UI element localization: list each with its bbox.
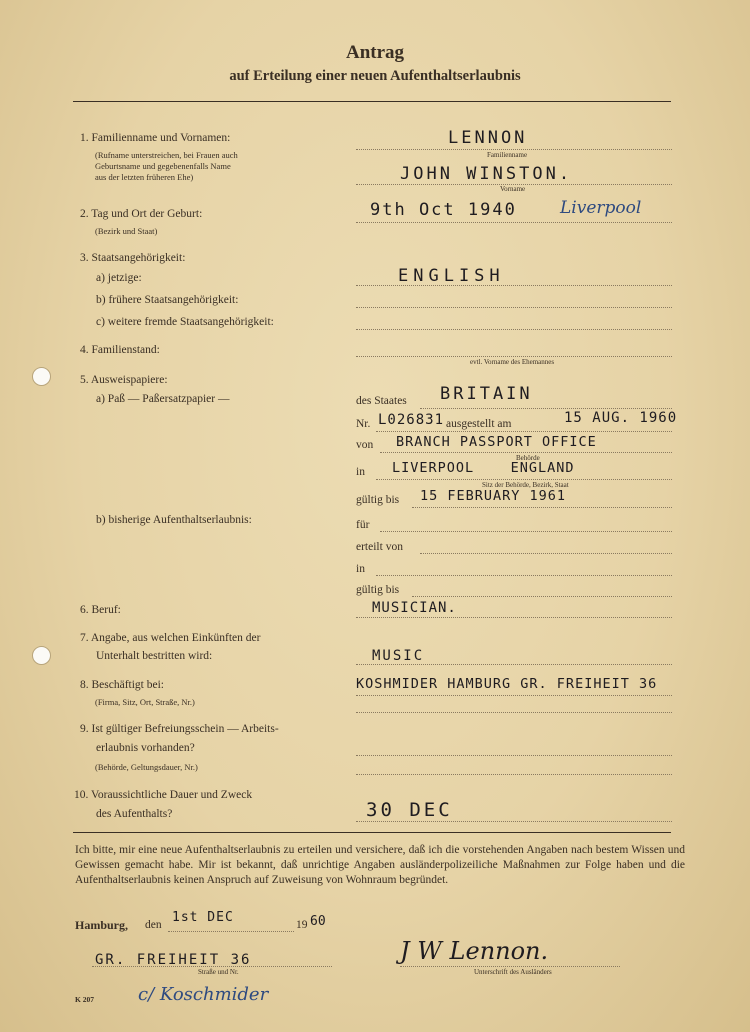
duration-line xyxy=(356,821,672,822)
employer-line xyxy=(356,695,672,696)
permit-location-label: in xyxy=(356,563,365,575)
field-9-label: erlaubnis vorhanden? xyxy=(96,742,195,754)
former-nationality-line xyxy=(356,307,672,308)
permit-for-line xyxy=(380,531,672,532)
year-value: 60 xyxy=(310,914,326,929)
date-label: den xyxy=(145,919,162,931)
employer-line xyxy=(356,712,672,713)
field-3c-label: c) weitere fremde Staatsangehörigkeit: xyxy=(96,316,274,328)
field-3a-label: a) jetzige: xyxy=(96,272,142,284)
form-title: Antrag xyxy=(345,42,405,63)
signature-caption: Unterschrift des Ausländers xyxy=(474,968,552,976)
birth-line xyxy=(356,222,672,223)
staates-line xyxy=(420,408,672,409)
location-line xyxy=(376,479,672,480)
street-line xyxy=(92,966,332,967)
valid-until-label: gültig bis xyxy=(356,494,400,506)
permit-valid-line xyxy=(412,596,672,597)
field-2-hint: (Bezirk und Staat) xyxy=(95,226,158,236)
field-3b-label: b) frühere Staatsangehörigkeit: xyxy=(96,294,239,306)
field-8-label: 8. Beschäftigt bei: xyxy=(80,679,164,691)
declaration-text: Ich bitte, mir eine neue Aufenthaltserlaubnis zu erteilen und versichere, daß ich die vorstehenden Angaben nach bestem Wissen und Gewissen gemacht habe. Mir ist bekannt, daß unrichtige Angaben ausländerpolizeiliche Maßnahmen zur Folge haben und die Aufenthaltserlaubnis keinen Anspruch auf Zuweisung von Wohnraum begründet. xyxy=(75,844,685,886)
employer-value: KOSHMIDER HAMBURG GR. FREIHEIT 36 xyxy=(356,676,658,692)
applicant-signature: J W Lennon. xyxy=(400,937,549,965)
field-10-label: 10. Voraussichtliche Dauer und Zweck xyxy=(74,789,253,801)
header-rule xyxy=(73,101,671,102)
surname-line xyxy=(356,149,672,150)
field-3-label: 3. Staatsangehörigkeit: xyxy=(80,252,186,264)
occupation-value: MUSICIAN. xyxy=(372,600,457,616)
field-1-label: 1. Familienname und Vornamen: xyxy=(80,132,231,144)
permit-valid-label: gültig bis xyxy=(356,584,400,596)
authority-line xyxy=(380,452,672,453)
field-5a-label: a) Paß — Paßersatzpapier — xyxy=(96,393,230,405)
other-nationality-line xyxy=(356,329,672,330)
punch-hole xyxy=(32,367,51,386)
issued-value: 15 AUG. 1960 xyxy=(564,410,678,426)
given-name-value: JOHN WINSTON. xyxy=(400,164,573,184)
marital-caption: evtl. Vorname des Ehemannes xyxy=(470,358,555,366)
birth-date-value: 9th Oct 1940 xyxy=(370,200,517,220)
authority-caption: Behörde xyxy=(516,454,540,462)
street-caption: Straße und Nr. xyxy=(198,968,239,976)
exemption-line xyxy=(356,774,672,775)
form-subtitle: auf Erteilung einer neuen Aufenthaltserlaubnis xyxy=(229,68,521,84)
surname-caption: Familienname xyxy=(487,151,528,159)
field-6-label: 6. Beruf: xyxy=(80,604,121,616)
field-8-hint: (Firma, Sitz, Ort, Straße, Nr.) xyxy=(95,697,195,707)
permit-location-line xyxy=(376,575,672,576)
field-10-label: des Aufenthalts? xyxy=(96,808,173,820)
authority-label: von xyxy=(356,439,374,451)
valid-until-value: 15 FEBRUARY 1961 xyxy=(420,488,567,504)
form-code: K 207 xyxy=(75,995,94,1004)
field-4-label: 4. Familienstand: xyxy=(80,344,160,356)
staates-label: des Staates xyxy=(356,395,407,407)
authority-value: BRANCH PASSPORT OFFICE xyxy=(396,434,597,450)
occupation-line xyxy=(356,617,672,618)
passport-number-value: L026831 xyxy=(378,412,445,428)
passport-number-label: Nr. xyxy=(356,418,371,430)
signing-date-line xyxy=(168,931,294,932)
exemption-line xyxy=(356,755,672,756)
field-5-label: 5. Ausweispapiere: xyxy=(80,374,168,386)
field-7-label: Unterhalt bestritten wird: xyxy=(96,650,213,662)
field-5b-label: b) bisherige Aufenthaltserlaubnis: xyxy=(96,514,252,526)
field-7-label: 7. Angabe, aus welchen Einkünften der xyxy=(80,632,261,644)
field-2-label: 2. Tag und Ort der Geburt: xyxy=(80,208,203,220)
marital-line xyxy=(356,356,672,357)
declaration-rule xyxy=(73,832,671,833)
punch-hole xyxy=(32,646,51,665)
passport-number-line xyxy=(376,431,672,432)
valid-until-line xyxy=(412,507,672,508)
issued-label: ausgestellt am xyxy=(446,418,512,430)
field-1-hint: aus der letzten früheren Ehe) xyxy=(95,172,194,182)
duration-value: 30 DEC xyxy=(366,799,453,821)
income-value: MUSIC xyxy=(372,648,425,664)
signing-date-value: 1st DEC xyxy=(172,910,234,925)
field-9-hint: (Behörde, Geltungsdauer, Nr.) xyxy=(95,762,198,772)
field-1-hint: (Rufname unterstreichen, bei Frauen auch xyxy=(95,150,238,160)
nationality-value: ENGLISH xyxy=(398,266,505,286)
permit-for-label: für xyxy=(356,519,370,531)
surname-value: LENNON xyxy=(448,128,528,148)
permit-issuer-line xyxy=(420,553,672,554)
location-caption: Sitz der Behörde, Bezirk, Staat xyxy=(482,481,569,489)
field-9-label: 9. Ist gültiger Befreiungsschein — Arbeits- xyxy=(80,723,279,735)
birth-place-value: Liverpool xyxy=(560,198,642,218)
nationality-line xyxy=(356,285,672,286)
year-prefix: 19 xyxy=(296,919,308,931)
signature-line xyxy=(400,966,620,967)
staates-value: BRITAIN xyxy=(440,384,533,404)
location-value: LIVERPOOL ENGLAND xyxy=(392,460,575,476)
care-of-note: c/ Koschmider xyxy=(138,984,269,1005)
income-line xyxy=(356,664,672,665)
given-name-caption: Vorname xyxy=(500,185,526,193)
field-1-hint: Geburtsname und gegebenenfalls Name xyxy=(95,161,231,171)
street-value: GR. FREIHEIT 36 xyxy=(95,952,252,968)
permit-issuer-label: erteilt von xyxy=(356,541,403,553)
city-label: Hamburg, xyxy=(75,918,129,932)
location-label: in xyxy=(356,466,365,478)
